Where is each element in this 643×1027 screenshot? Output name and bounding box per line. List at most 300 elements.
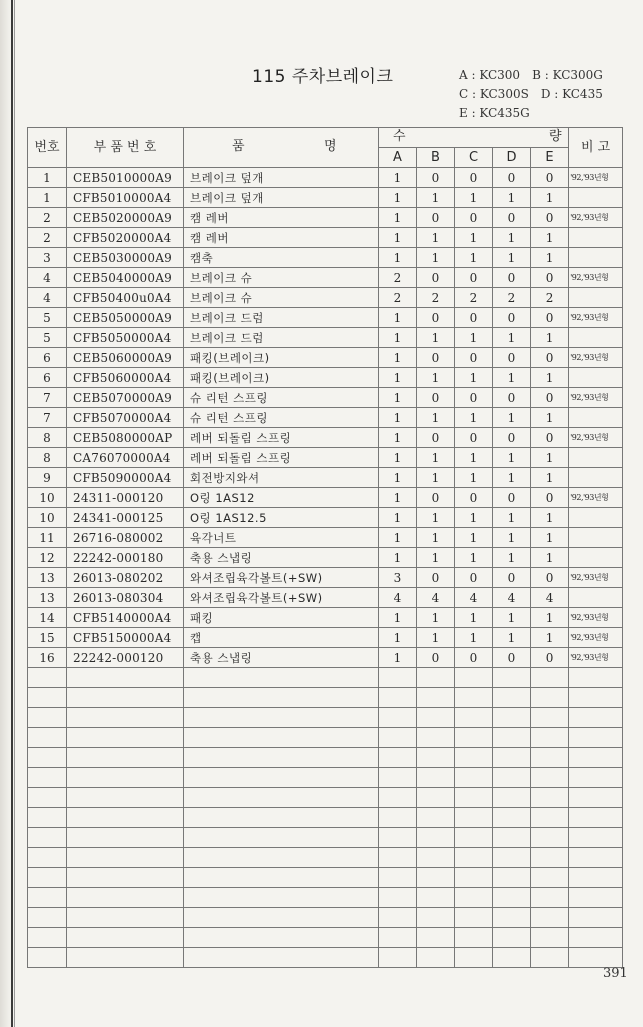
table-row — [28, 488, 623, 508]
header-remark: 비 고 — [569, 128, 623, 168]
quantity-cell: 1 — [455, 248, 493, 268]
remark-cell — [569, 228, 623, 248]
empty-cell — [493, 768, 531, 788]
remark-cell: '92,'93년형 — [569, 648, 623, 668]
quantity-cell: 0 — [531, 168, 569, 188]
part-name: 캠 레버 — [184, 228, 379, 248]
quantity-cell: 1 — [417, 328, 455, 348]
model-legend-row — [459, 66, 603, 85]
quantity-cell: 1 — [379, 488, 417, 508]
empty-cell — [531, 728, 569, 748]
empty-cell — [379, 888, 417, 908]
part-number: CEB5030000A9 — [67, 248, 184, 268]
parts-table-body — [28, 168, 623, 968]
part-number: CFB5090000A4 — [67, 468, 184, 488]
empty-cell — [569, 868, 623, 888]
part-number: CEB5020000A9 — [67, 208, 184, 228]
empty-cell — [417, 928, 455, 948]
empty-cell — [184, 828, 379, 848]
part-number: CEB5080000AP — [67, 428, 184, 448]
empty-cell — [569, 908, 623, 928]
row-number: 7 — [28, 388, 67, 408]
header-model-col: C — [455, 148, 493, 168]
part-number: CEB5010000A9 — [67, 168, 184, 188]
empty-cell — [569, 688, 623, 708]
empty-cell — [67, 828, 184, 848]
quantity-cell: 0 — [455, 428, 493, 448]
quantity-cell: 1 — [531, 548, 569, 568]
quantity-cell: 0 — [455, 348, 493, 368]
quantity-cell: 1 — [493, 368, 531, 388]
empty-cell — [184, 708, 379, 728]
empty-cell — [531, 888, 569, 908]
quantity-cell: 1 — [531, 368, 569, 388]
empty-cell — [379, 868, 417, 888]
quantity-cell: 1 — [455, 188, 493, 208]
empty-cell — [67, 728, 184, 748]
empty-cell — [67, 708, 184, 728]
empty-cell — [455, 928, 493, 948]
header-model-col: B — [417, 148, 455, 168]
quantity-cell: 1 — [417, 368, 455, 388]
empty-cell — [531, 868, 569, 888]
part-number: CA76070000A4 — [67, 448, 184, 468]
empty-cell — [455, 708, 493, 728]
empty-cell — [184, 928, 379, 948]
header-qty-char: 수 — [393, 129, 406, 144]
empty-cell — [455, 748, 493, 768]
remark-cell — [569, 508, 623, 528]
quantity-cell: 4 — [417, 588, 455, 608]
empty-cell — [493, 828, 531, 848]
empty-cell — [455, 728, 493, 748]
table-row — [28, 268, 623, 288]
remark-cell — [569, 368, 623, 388]
quantity-cell: 0 — [417, 268, 455, 288]
quantity-cell: 1 — [417, 528, 455, 548]
remark-cell: '92,'93년형 — [569, 628, 623, 648]
empty-cell — [531, 788, 569, 808]
quantity-cell: 1 — [531, 448, 569, 468]
quantity-cell: 1 — [531, 228, 569, 248]
quantity-cell: 0 — [455, 388, 493, 408]
quantity-cell: 0 — [455, 168, 493, 188]
part-name: 패킹(브레이크) — [184, 348, 379, 368]
empty-cell — [493, 708, 531, 728]
empty-cell — [455, 688, 493, 708]
header-part-number: 부 품 번 호 — [67, 128, 184, 168]
quantity-cell: 1 — [417, 508, 455, 528]
empty-cell — [569, 748, 623, 768]
row-number: 4 — [28, 288, 67, 308]
empty-cell — [569, 848, 623, 868]
binding-rule — [11, 0, 13, 1027]
empty-cell — [379, 848, 417, 868]
quantity-cell: 0 — [493, 308, 531, 328]
quantity-cell: 1 — [379, 448, 417, 468]
part-number: CFB5050000A4 — [67, 328, 184, 348]
quantity-cell: 4 — [493, 588, 531, 608]
row-number: 4 — [28, 268, 67, 288]
empty-cell — [417, 768, 455, 788]
remark-cell — [569, 448, 623, 468]
header-name-char: 명 — [324, 139, 337, 154]
empty-row — [28, 888, 623, 908]
part-number: 26013-080202 — [67, 568, 184, 588]
table-row — [28, 528, 623, 548]
quantity-cell: 1 — [531, 408, 569, 428]
quantity-cell: 1 — [417, 468, 455, 488]
row-number: 5 — [28, 308, 67, 328]
empty-cell — [417, 728, 455, 748]
page-number: 391 — [603, 966, 628, 981]
empty-cell — [184, 848, 379, 868]
quantity-cell: 1 — [379, 168, 417, 188]
empty-cell — [28, 748, 67, 768]
quantity-cell: 0 — [531, 648, 569, 668]
remark-cell — [569, 288, 623, 308]
part-name: 패킹 — [184, 608, 379, 628]
model-code: B : KC300G — [532, 68, 603, 82]
empty-cell — [379, 828, 417, 848]
empty-cell — [531, 808, 569, 828]
quantity-cell: 1 — [417, 548, 455, 568]
quantity-cell: 1 — [493, 528, 531, 548]
empty-cell — [67, 688, 184, 708]
empty-cell — [28, 928, 67, 948]
table-row — [28, 468, 623, 488]
empty-cell — [417, 808, 455, 828]
quantity-cell: 0 — [493, 428, 531, 448]
quantity-cell: 1 — [455, 448, 493, 468]
table-row — [28, 208, 623, 228]
part-name: 슈 리턴 스프링 — [184, 408, 379, 428]
quantity-cell: 1 — [531, 188, 569, 208]
quantity-cell: 1 — [417, 448, 455, 468]
quantity-cell: 1 — [379, 508, 417, 528]
empty-cell — [531, 848, 569, 868]
row-number: 12 — [28, 548, 67, 568]
table-row — [28, 248, 623, 268]
empty-cell — [67, 888, 184, 908]
table-row — [28, 308, 623, 328]
empty-cell — [67, 788, 184, 808]
empty-cell — [531, 688, 569, 708]
empty-cell — [184, 748, 379, 768]
header-no: 번호 — [28, 128, 67, 168]
row-number: 1 — [28, 168, 67, 188]
quantity-cell: 1 — [493, 508, 531, 528]
empty-cell — [417, 788, 455, 808]
model-code: C : KC300S — [459, 87, 529, 101]
quantity-cell: 1 — [531, 328, 569, 348]
empty-cell — [417, 908, 455, 928]
quantity-cell: 1 — [379, 648, 417, 668]
quantity-cell: 1 — [531, 508, 569, 528]
quantity-cell: 0 — [417, 348, 455, 368]
empty-cell — [184, 948, 379, 968]
table-row — [28, 428, 623, 448]
empty-cell — [379, 768, 417, 788]
part-name: 캠축 — [184, 248, 379, 268]
quantity-cell: 1 — [379, 408, 417, 428]
empty-cell — [569, 708, 623, 728]
table-row — [28, 608, 623, 628]
quantity-cell: 1 — [379, 468, 417, 488]
table-row — [28, 648, 623, 668]
empty-cell — [569, 808, 623, 828]
empty-cell — [417, 828, 455, 848]
empty-cell — [569, 948, 623, 968]
quantity-cell: 1 — [531, 468, 569, 488]
empty-row — [28, 828, 623, 848]
empty-cell — [28, 788, 67, 808]
empty-row — [28, 708, 623, 728]
empty-cell — [493, 868, 531, 888]
header-name-char: 품 — [232, 139, 245, 154]
quantity-cell: 1 — [493, 228, 531, 248]
part-number: CEB5050000A9 — [67, 308, 184, 328]
part-number: CEB5060000A9 — [67, 348, 184, 368]
quantity-cell: 1 — [531, 608, 569, 628]
part-number: CFB50400u0A4 — [67, 288, 184, 308]
empty-cell — [569, 668, 623, 688]
quantity-cell: 0 — [531, 308, 569, 328]
empty-cell — [493, 688, 531, 708]
empty-cell — [493, 788, 531, 808]
quantity-cell: 0 — [531, 348, 569, 368]
table-row — [28, 168, 623, 188]
quantity-cell: 1 — [455, 328, 493, 348]
empty-cell — [417, 888, 455, 908]
empty-cell — [493, 908, 531, 928]
quantity-cell: 1 — [455, 608, 493, 628]
quantity-cell: 1 — [379, 428, 417, 448]
remark-cell: '92,'93년형 — [569, 268, 623, 288]
remark-cell — [569, 588, 623, 608]
empty-cell — [493, 948, 531, 968]
part-name: 브레이크 덮개 — [184, 188, 379, 208]
remark-cell: '92,'93년형 — [569, 208, 623, 228]
part-number: CFB5140000A4 — [67, 608, 184, 628]
table-row — [28, 568, 623, 588]
empty-row — [28, 788, 623, 808]
table-row — [28, 628, 623, 648]
empty-cell — [67, 768, 184, 788]
quantity-cell: 0 — [417, 308, 455, 328]
part-number: 26716-080002 — [67, 528, 184, 548]
empty-cell — [379, 668, 417, 688]
empty-cell — [67, 848, 184, 868]
empty-cell — [531, 668, 569, 688]
quantity-cell: 0 — [493, 648, 531, 668]
empty-cell — [569, 928, 623, 948]
empty-cell — [455, 848, 493, 868]
table-row — [28, 448, 623, 468]
table-row — [28, 388, 623, 408]
table-row — [28, 348, 623, 368]
quantity-cell: 1 — [493, 328, 531, 348]
part-number: CFB5010000A4 — [67, 188, 184, 208]
empty-cell — [379, 948, 417, 968]
quantity-cell: 1 — [417, 188, 455, 208]
quantity-cell: 1 — [379, 388, 417, 408]
row-number: 3 — [28, 248, 67, 268]
empty-cell — [379, 708, 417, 728]
empty-cell — [417, 848, 455, 868]
empty-cell — [67, 948, 184, 968]
header-model-col: E — [531, 148, 569, 168]
quantity-cell: 1 — [531, 528, 569, 548]
empty-cell — [455, 868, 493, 888]
quantity-cell: 1 — [455, 508, 493, 528]
quantity-cell: 2 — [493, 288, 531, 308]
empty-cell — [379, 928, 417, 948]
quantity-cell: 1 — [493, 448, 531, 468]
row-number: 10 — [28, 508, 67, 528]
row-number: 16 — [28, 648, 67, 668]
quantity-cell: 1 — [417, 408, 455, 428]
empty-cell — [455, 908, 493, 928]
empty-row — [28, 948, 623, 968]
empty-cell — [379, 688, 417, 708]
part-name: 브레이크 슈 — [184, 268, 379, 288]
empty-cell — [184, 688, 379, 708]
quantity-cell: 0 — [531, 568, 569, 588]
row-number: 10 — [28, 488, 67, 508]
empty-cell — [67, 928, 184, 948]
empty-cell — [569, 828, 623, 848]
quantity-cell: 4 — [531, 588, 569, 608]
quantity-cell: 0 — [417, 208, 455, 228]
empty-cell — [531, 948, 569, 968]
model-legend — [459, 66, 603, 123]
empty-cell — [184, 888, 379, 908]
quantity-cell: 2 — [379, 268, 417, 288]
quantity-cell: 0 — [417, 488, 455, 508]
empty-cell — [455, 808, 493, 828]
empty-cell — [28, 688, 67, 708]
quantity-cell: 1 — [531, 248, 569, 268]
part-name: 브레이크 드럼 — [184, 308, 379, 328]
quantity-cell: 1 — [379, 308, 417, 328]
table-row — [28, 368, 623, 388]
empty-cell — [493, 728, 531, 748]
table-row — [28, 508, 623, 528]
quantity-cell: 0 — [531, 268, 569, 288]
quantity-cell: 1 — [455, 408, 493, 428]
remark-cell: '92,'93년형 — [569, 488, 623, 508]
part-name: 육각너트 — [184, 528, 379, 548]
quantity-cell: 0 — [493, 348, 531, 368]
empty-row — [28, 728, 623, 748]
empty-cell — [184, 668, 379, 688]
quantity-cell: 1 — [455, 548, 493, 568]
quantity-cell: 0 — [455, 488, 493, 508]
empty-cell — [569, 768, 623, 788]
quantity-cell: 1 — [379, 528, 417, 548]
quantity-cell: 1 — [379, 628, 417, 648]
row-number: 6 — [28, 348, 67, 368]
empty-cell — [531, 748, 569, 768]
part-name: O링 1AS12 — [184, 488, 379, 508]
part-name: 캠 레버 — [184, 208, 379, 228]
part-name: O링 1AS12.5 — [184, 508, 379, 528]
empty-cell — [67, 908, 184, 928]
quantity-cell: 0 — [531, 428, 569, 448]
empty-cell — [67, 668, 184, 688]
empty-cell — [569, 728, 623, 748]
row-number: 7 — [28, 408, 67, 428]
quantity-cell: 0 — [493, 388, 531, 408]
empty-cell — [455, 828, 493, 848]
header-model-col: A — [379, 148, 417, 168]
row-number: 8 — [28, 448, 67, 468]
empty-cell — [417, 668, 455, 688]
empty-row — [28, 908, 623, 928]
quantity-cell: 4 — [455, 588, 493, 608]
quantity-cell: 0 — [455, 648, 493, 668]
quantity-cell: 1 — [493, 468, 531, 488]
empty-cell — [28, 768, 67, 788]
quantity-cell: 1 — [417, 228, 455, 248]
remark-cell: '92,'93년형 — [569, 608, 623, 628]
quantity-cell: 1 — [417, 628, 455, 648]
quantity-cell: 2 — [417, 288, 455, 308]
quantity-cell: 0 — [531, 488, 569, 508]
empty-cell — [455, 788, 493, 808]
row-number: 2 — [28, 228, 67, 248]
table-row — [28, 548, 623, 568]
empty-cell — [28, 668, 67, 688]
quantity-cell: 1 — [455, 228, 493, 248]
model-code: D : KC435 — [540, 87, 603, 101]
quantity-cell: 1 — [493, 628, 531, 648]
part-number: CFB5150000A4 — [67, 628, 184, 648]
empty-cell — [493, 808, 531, 828]
quantity-cell: 1 — [455, 528, 493, 548]
empty-row — [28, 928, 623, 948]
empty-cell — [531, 768, 569, 788]
empty-cell — [184, 768, 379, 788]
quantity-cell: 2 — [379, 288, 417, 308]
quantity-cell: 0 — [417, 648, 455, 668]
empty-cell — [531, 828, 569, 848]
empty-cell — [28, 868, 67, 888]
row-number: 13 — [28, 588, 67, 608]
remark-cell: '92,'93년형 — [569, 308, 623, 328]
empty-cell — [28, 888, 67, 908]
empty-cell — [531, 708, 569, 728]
part-name: 브레이크 드럼 — [184, 328, 379, 348]
empty-cell — [531, 908, 569, 928]
quantity-cell: 1 — [455, 468, 493, 488]
empty-cell — [379, 908, 417, 928]
empty-cell — [417, 868, 455, 888]
empty-cell — [28, 948, 67, 968]
row-number: 5 — [28, 328, 67, 348]
part-name: 브레이크 슈 — [184, 288, 379, 308]
quantity-cell: 0 — [493, 168, 531, 188]
quantity-cell: 1 — [379, 368, 417, 388]
quantity-cell: 2 — [531, 288, 569, 308]
header-qty-char: 량 — [549, 129, 562, 144]
empty-cell — [379, 808, 417, 828]
quantity-cell: 1 — [379, 348, 417, 368]
empty-cell — [184, 728, 379, 748]
row-number: 11 — [28, 528, 67, 548]
empty-cell — [417, 688, 455, 708]
